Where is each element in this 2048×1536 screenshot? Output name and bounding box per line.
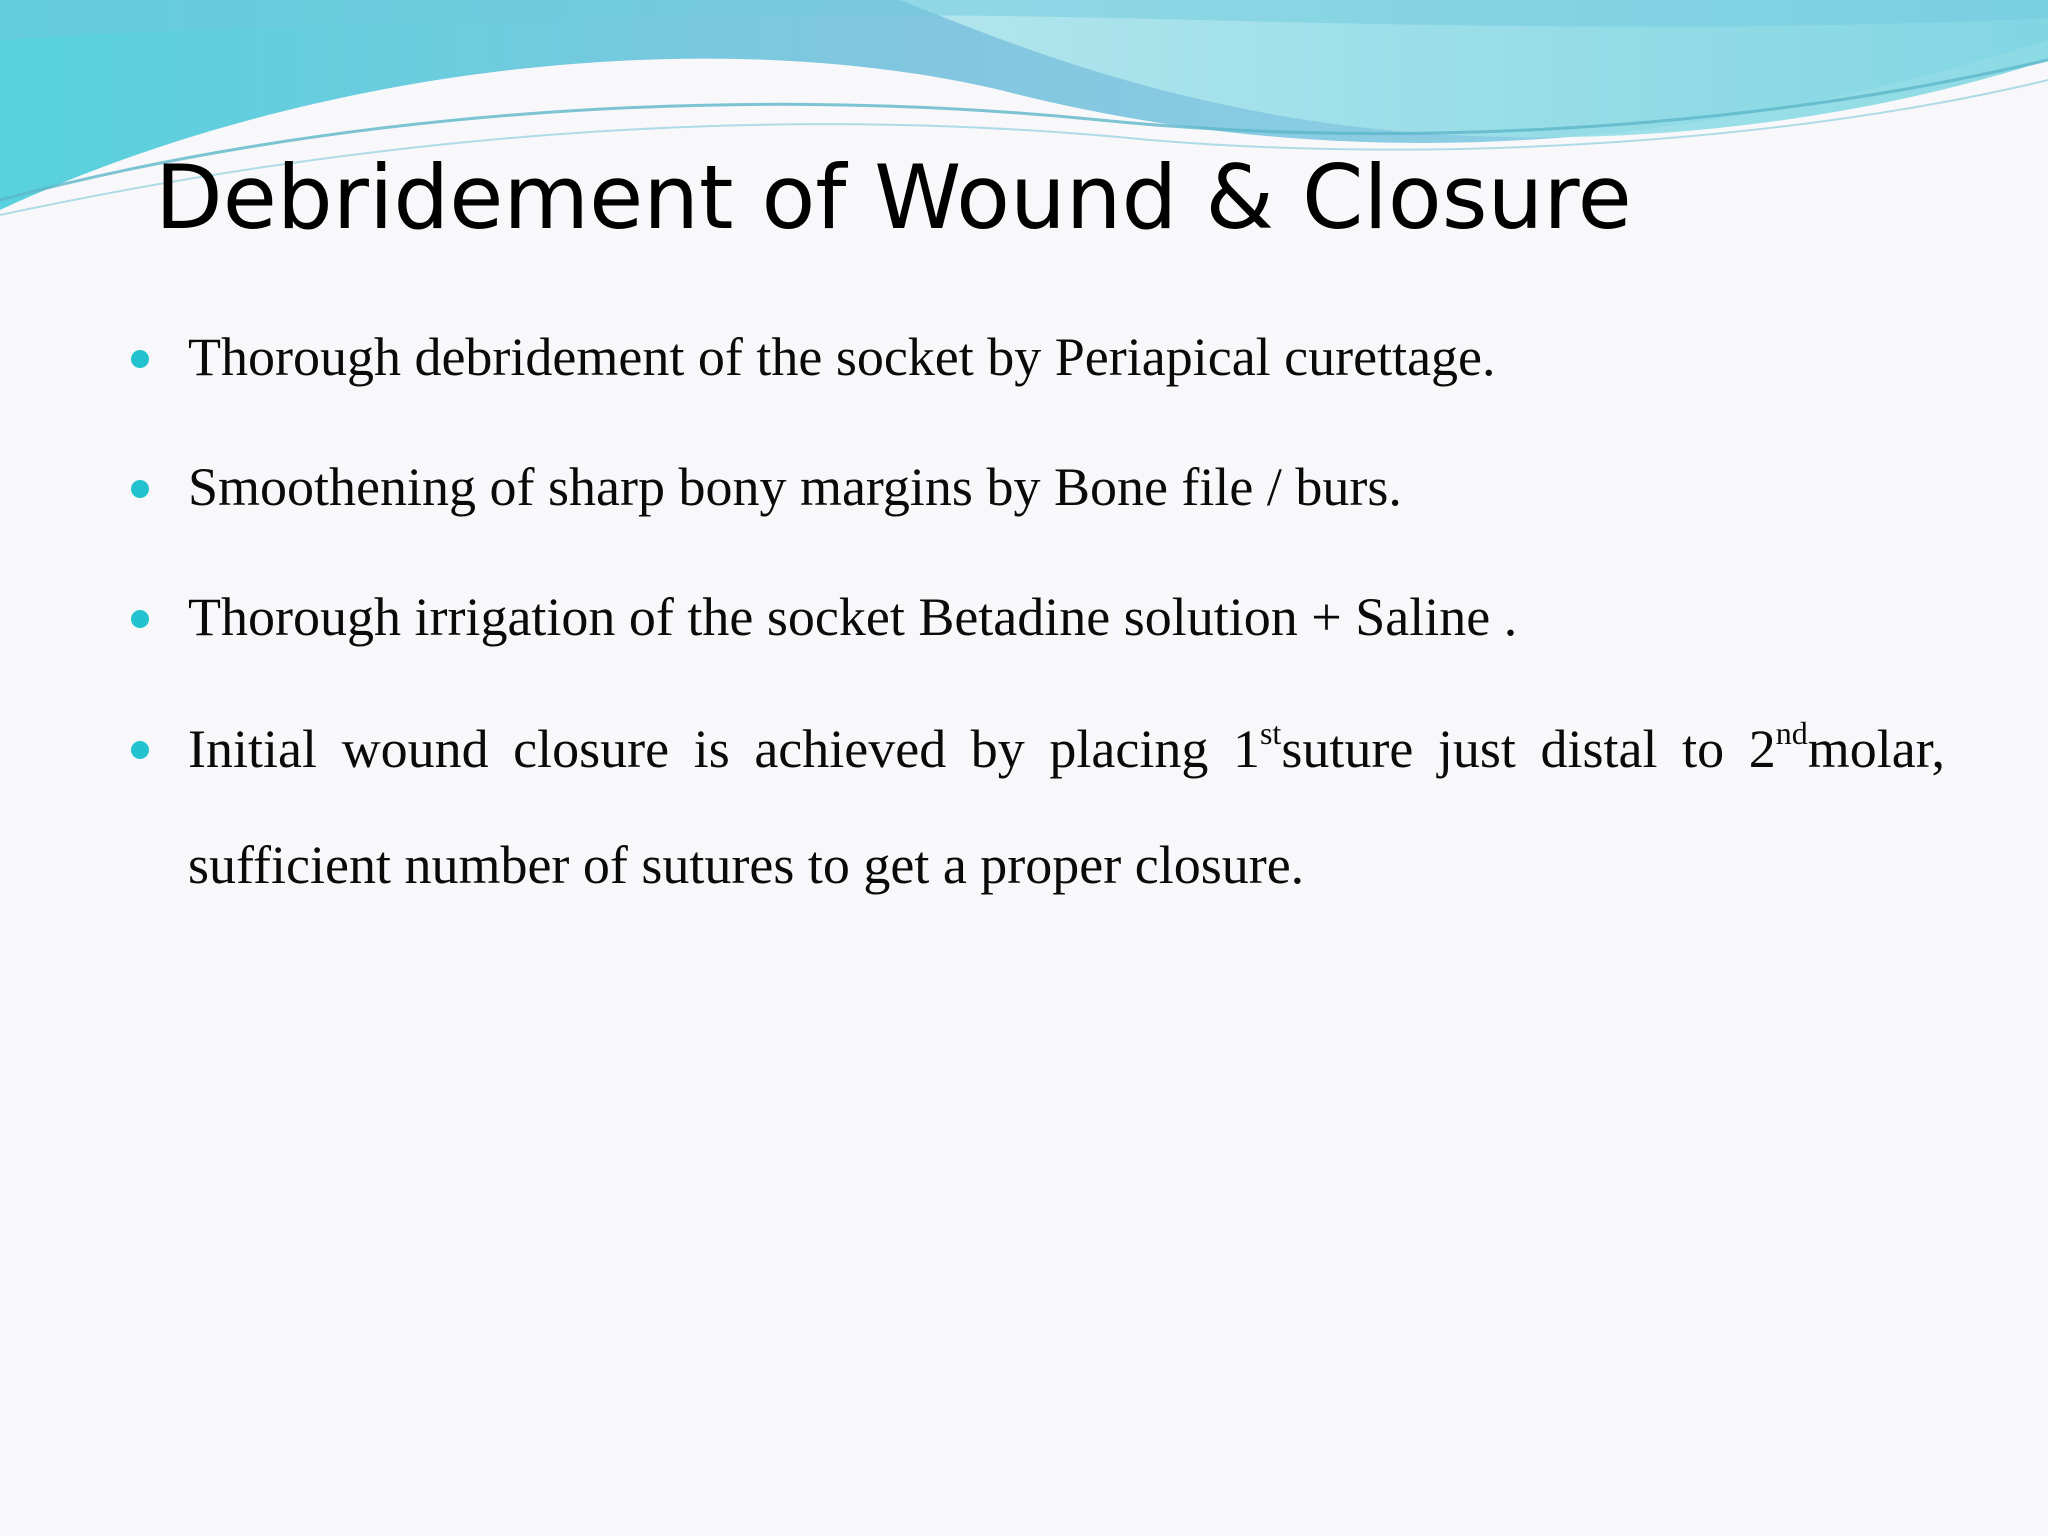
bullet-text: Smoothening of sharp bony margins by Bone file / burs. — [188, 457, 1402, 517]
bullet-dot-icon — [131, 610, 149, 628]
bullet-text-part: suture just distal to 2 — [1281, 719, 1776, 779]
list-item — [125, 455, 1945, 519]
list-item — [125, 325, 1945, 389]
bullet-dot-icon — [131, 350, 149, 368]
superscript-ordinal: nd — [1775, 715, 1808, 751]
bullet-text: Thorough debridement of the socket by Periapical curettage. — [188, 327, 1496, 387]
bullet-dot-icon — [131, 480, 149, 498]
list-item — [125, 585, 1945, 649]
bullet-text-part: Initial wound closure is achieved by placing 1 — [188, 719, 1260, 779]
list-item — [125, 691, 1945, 923]
bullet-text: Thorough irrigation of the socket Betadine solution + Saline . — [188, 587, 1518, 647]
bullet-dot-icon — [131, 741, 149, 759]
slide-title: Debridement of Wound & Closure — [155, 146, 1632, 249]
bullet-list — [125, 325, 1945, 989]
bullet-text-part: molar, sufficient number of sutures to get a proper closure. — [188, 719, 1946, 895]
superscript-ordinal: st — [1259, 715, 1282, 751]
